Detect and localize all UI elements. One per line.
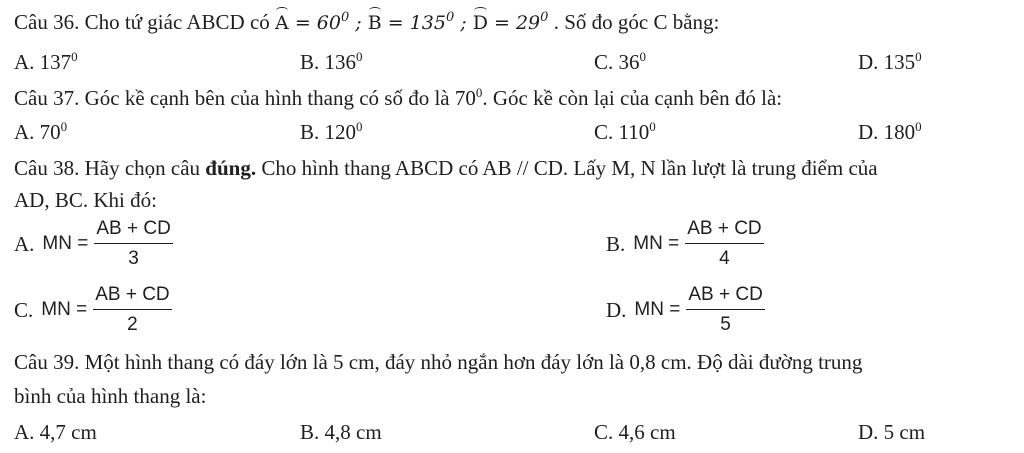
q39-option-b[interactable]: B. 4,8 cm [300,420,382,444]
fraction: $\frac{AB + CD}{2}$ [95,284,170,335]
q36-angle-b: B [367,12,382,34]
question-39: Câu 39. Một hình thang có đáy lớn là 5 cm, đáy nhỏ ngắn hơn đáy lớn là 0,8 cm. Độ dài đường trung [14,350,863,374]
q37-option-d[interactable]: D. $180^0$ [858,119,922,144]
q39-option-a[interactable]: A. 4,7 cm [14,420,97,444]
q36-option-b[interactable]: B. $136^0$ [300,49,363,74]
q36-option-c[interactable]: C. $36^0$ [594,49,647,74]
q36-angle-a: $A = 60^0$ ; $B = 135^0$ ; $D = 29^0$ [275,10,549,34]
q36-angle-d: D [472,12,488,34]
fraction: $\frac{AB + CD}{5}$ [688,284,763,335]
fraction: $\frac{AB + CD}{4}$ [687,218,762,269]
q38-option-b[interactable]: B. MN = $\frac{AB + CD}{4}$ [606,218,762,269]
question-37: Câu 37. Góc kề cạnh bên của hình thang có số đo là $70^0$. Góc kề còn lại của cạnh bên đó là: [14,85,783,110]
question-36 [14,10,719,35]
q37-option-a[interactable]: A. $70^0$ [14,119,68,144]
q38-emphasis: đúng. [205,156,257,180]
q37-option-b[interactable]: B. $120^0$ [300,119,363,144]
q36-prefix: Câu 36. Cho tứ giác ABCD có [14,10,276,34]
q39-option-c[interactable]: C. 4,6 cm [594,420,676,444]
q36-option-a[interactable]: A. $137^0$ [14,49,78,74]
q39-line-2: bình của hình thang là: [14,384,207,408]
q38-option-a[interactable]: A. MN = $\frac{AB + CD}{3}$ [14,218,171,269]
q39-option-d[interactable]: D. 5 cm [858,420,926,444]
fraction: $\frac{AB + CD}{3}$ [96,218,171,269]
q37-angle-value: 70 [454,86,476,110]
question-38: Câu 38. Hãy chọn câu đúng. Cho hình thang ABCD có AB // CD. Lấy M, N lần lượt là trung điểm của [14,156,878,180]
q36-suffix: . Số đo góc C bằng: [548,10,720,34]
q36-option-d[interactable]: D. $135^0$ [858,49,922,74]
q38-option-c[interactable]: C. MN = $\frac{AB + CD}{2}$ [14,284,170,335]
q37-option-c[interactable]: C. $110^0$ [594,119,656,144]
q38-line-2: AD, BC. Khi đó: [14,188,157,212]
q38-option-d[interactable]: D. MN = $\frac{AB + CD}{5}$ [606,284,763,335]
